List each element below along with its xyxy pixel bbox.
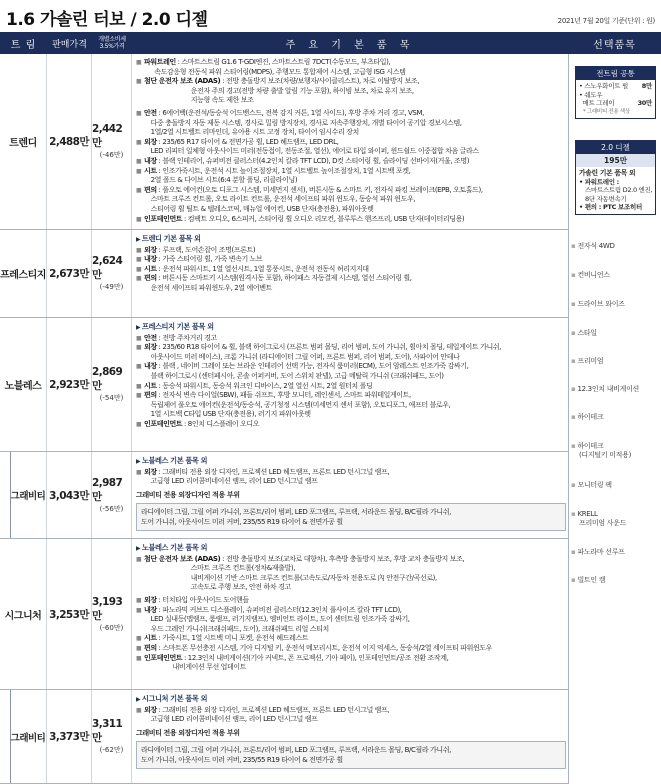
option-item: ▪ 드라이브 와이즈 bbox=[571, 300, 659, 309]
feature-item: ■ 내장 : 파노라믹 커브드 디스플레이, 슈퍼비전 클러스터(12.3인치 풀사이즈 칼라 TFT LCD), bbox=[136, 606, 566, 616]
color-note: * 그래비티 전용 색상 bbox=[583, 108, 630, 115]
trim-price: 2,673만 bbox=[47, 230, 92, 317]
feature-item: ■ 내장 : 블랙 인테리어, 슈퍼비전 클러스터(4.2인치 칼라 TFT LCD), D컷 스티어링 휠, 슬라이딩 선바이저(거울, 조명) bbox=[136, 157, 566, 167]
option-item: ▪ 모니터링 팩 bbox=[571, 481, 659, 490]
exterior-design-line: 도어 가니쉬, 아웃사이드 미러 커버, 235/55 R19 타이어 & 전면가공 휠 bbox=[141, 756, 343, 765]
trim-name: 프레스티지 bbox=[0, 230, 47, 317]
trim-features bbox=[136, 322, 566, 430]
feature-continuation: 독립제어 풀오토 에어컨(운전석/동승석, 공기청정 시스템(미세먼지 센서 포함), 오토디포그, 애프터 블로우, bbox=[136, 400, 451, 409]
trim-name: 그래비티 bbox=[10, 690, 47, 783]
trim-row bbox=[0, 230, 568, 318]
diesel-line: 가솔린 기본 품목 외 bbox=[579, 169, 636, 177]
diesel-price: 195만 bbox=[576, 154, 655, 167]
feature-continuation: 스마트 크루즈 컨트롤(정차&재출발), bbox=[136, 564, 296, 573]
trim-features bbox=[136, 543, 566, 673]
feature-continuation: 운전자 주의 경고(전방 차량 출발 알림 기능 포함), 하이빔 보조, 차로 유지 보조, bbox=[136, 86, 414, 95]
header-tax: 개별소비세 3.5%가격 bbox=[98, 36, 126, 50]
trim-row bbox=[0, 318, 568, 452]
diesel-line: • 파워트레인 : bbox=[579, 177, 619, 186]
options-column bbox=[568, 54, 661, 784]
feature-item: ■ 외장 : 235/65 R17 타이어 & 전면가공 휠, LED 헤드램프, LED DRL, bbox=[136, 138, 566, 148]
feature-item: ■ 시트 : 인조가죽시트, 운전석 시트 높이조절장치, 1열 시트벨트 높이조절장치, 1열 시트백 포켓, bbox=[136, 167, 566, 177]
color-option-row: 매트 그레이 30만 bbox=[579, 99, 652, 107]
option-item: ▪ 파노라마 선루프 bbox=[571, 548, 659, 557]
feature-continuation: LED 실내등(맵램프, 룸램프, 러기지램프), 엠비언트 라이트, 도어 센터트림 인조가죽 감싸기, bbox=[136, 615, 410, 624]
feature-continuation: 내비게이션 무선 업데이트 bbox=[136, 663, 247, 672]
feature-continuation: 고속도로 주행 보조, 안전 하차 경고 bbox=[136, 583, 291, 592]
feature-continuation: 운전석 세이프티 파워윈도우, 2열 에어벤트 bbox=[136, 283, 272, 292]
exterior-design-line: 라디에이터 그릴, 그릴 어퍼 가니쉬, 프론트/리어 범퍼, LED 포그램프, 루프랙, 서라운드 몰딩, B/C필라 가니쉬, bbox=[141, 746, 451, 755]
feature-continuation: 지능형 속도 제한 보조 bbox=[136, 96, 254, 105]
option-item: ▪ 스타일 bbox=[571, 329, 659, 338]
feature-continuation: 스티어링 휠 틸트 & 텔레스코픽, 매뉴얼 에어컨, USB 단자(충전용), 파워아웃렛 bbox=[136, 204, 374, 213]
option-item: ▪ KRELL 프리미엄 사운드 bbox=[571, 510, 659, 528]
option-item: ▪ 하이테크 (디지털키 미적용) bbox=[571, 442, 659, 460]
feature-continuation: 2열 폴드 & 다이브 시트(6:4 분할 폴딩, 리클라이닝) bbox=[136, 176, 298, 185]
diesel-box bbox=[575, 140, 656, 215]
feature-item: ■ 외장 : 터치타입 아웃사이드 도어핸들 bbox=[136, 596, 566, 606]
feature-item: ■ 편의 : 스마트폰 무선충전 시스템, 기아 디지털 키, 운전석 메모리시트, 운전석 이지 억세스, 동승석/2열 세이프티 파워윈도우 bbox=[136, 644, 566, 654]
trim-price: 2,923만 bbox=[47, 318, 92, 451]
exterior-design-title: 그래비티 전용 외장디자인 적용 부위 bbox=[136, 728, 240, 737]
diesel-line: 스마트스트림 D2.0 엔진, bbox=[585, 186, 653, 194]
feature-item: ■ 안전 : 6에어백(운전석/동승석 어드밴스드, 전복 감지 커튼, 1열 사이드), 후방 주차 거리 경고, VSM, bbox=[136, 109, 566, 119]
feature-item: ■ 시트 : 운전석 파워시트, 1열 열선시트, 1열 통풍시트, 운전석 전동식 허리지지대 bbox=[136, 265, 566, 275]
option-item: ▪ 12.3인치 내비게이션 bbox=[571, 385, 659, 394]
feature-continuation: 아웃사이드 미러 베이스), 크롬 가니쉬 (라디에이터 그릴 어퍼, 프론트 범퍼, 리어 범퍼, 도어), 사파이어 안테나 bbox=[136, 352, 460, 361]
base-items-heading: ▶ 프레스티지 기본 품목 외 bbox=[136, 322, 566, 333]
page-title: 1.6 가솔린 터보 / 2.0 디젤 bbox=[6, 10, 208, 30]
trim-tax-price: 2,869만 (-54만) bbox=[92, 318, 132, 451]
base-items-heading: ▶ 시그니처 기본 품목 외 bbox=[136, 694, 566, 705]
trim-row bbox=[0, 690, 568, 784]
color-option-row: • 스노우화이트 펄 8만 bbox=[579, 82, 652, 90]
trim-features bbox=[136, 456, 566, 531]
feature-continuation: 스마트 크루즈 컨트롤, 오토 라이트 컨트롤, 운전석 세이프티 파워 윈도우, 동승석 파워 윈도우, bbox=[136, 195, 416, 204]
trim-name: 그래비티 bbox=[10, 452, 47, 538]
base-items-heading: ▶ 노블레스 기본 품목 외 bbox=[136, 543, 566, 554]
trim-name: 트렌디 bbox=[0, 54, 47, 229]
trim-tax-price: 2,624만 (-49만) bbox=[92, 230, 132, 317]
feature-continuation: 1열 시트백 C타입 USB 단자(충전용), 러기지 파워아웃렛 bbox=[136, 410, 311, 419]
feature-continuation: 1열/2열 시트벨트 리마인더, 유아용 시트 고정 장치, 타이어 임시수리 장치 bbox=[136, 128, 359, 137]
trim-tax-price: 3,311만 (-62만) bbox=[92, 690, 132, 783]
exterior-design-title: 그래비티 전용 외장디자인 적용 부위 bbox=[136, 490, 240, 499]
feature-item: ■ 외장 : 235/60 R18 타이어 & 휠, 블랙 하이그로시 (프론트 범퍼 몰딩, 리어 범퍼, 도어 가니쉬, 휠아치 몰딩, 테일게이트 가니쉬, bbox=[136, 343, 566, 353]
diesel-line: 8단 자동변속기 bbox=[585, 194, 627, 203]
exterior-design-box bbox=[136, 503, 566, 531]
header-main: 주 요 기 본 품 목 bbox=[285, 39, 415, 51]
common-color-head: 전트림 공통 bbox=[576, 67, 655, 80]
trim-price: 3,373만 bbox=[47, 690, 92, 783]
feature-continuation: 속도감응형 전동식 파워 스티어링(MDPS), 주행모드 통합제어 시스템, 고급형 ISG 시스템 bbox=[136, 67, 406, 76]
feature-item: ■ 시트 : 가죽시트, 1열 시트백 미니 포켓, 운전석 헤드레스트 bbox=[136, 634, 566, 644]
trim-features bbox=[136, 234, 566, 294]
common-color-box bbox=[575, 66, 656, 119]
exterior-design-line: 라디에이터 그릴, 그릴 어퍼 가니쉬, 프론트/리어 범퍼, LED 포그램프, 루프랙, 서라운드 몰딩, B/C필라 가니쉬, bbox=[141, 508, 451, 517]
color-option-row: • 쉐도우 bbox=[579, 90, 603, 99]
feature-continuation: 우드 그레인 가니쉬(크래쉬패드, 도어), 크래쉬패드 리얼 스티치 bbox=[136, 624, 329, 633]
feature-item: ■ 외장 : 루프랙, 도어손잡이 조명(프론트) bbox=[136, 246, 566, 256]
feature-item: ■ 인포테인먼트 : 12.3인치 내비게이션(기아 커넥트, 폰 프로젝션, 기아 페이), 인포테인먼트/공조 전환 조작계, bbox=[136, 654, 566, 664]
header-trim: 트 림 bbox=[10, 39, 37, 51]
feature-continuation: 고급형 LED 리어콤비네이션 램프, 리어 LED 턴시그널 램프 bbox=[136, 715, 318, 724]
diesel-line: • 편의 : PTC 보조히터 bbox=[579, 203, 642, 211]
base-items-heading: ▶ 노블레스 기본 품목 외 bbox=[136, 456, 566, 467]
trim-price: 3,253만 bbox=[47, 539, 92, 689]
feature-item: ■ 내장 : 가죽 스티어링 휠, 가죽 변속기 노브 bbox=[136, 255, 566, 265]
feature-item: ■ 내장 : 블랙 , 네이비 그레이 또는 브라운 인테리어 선택 가능, 전자식 룸미러(ECM), 도어 암레스트 인조가죽 감싸기, bbox=[136, 362, 566, 372]
header-options: 선택품목 bbox=[593, 39, 636, 51]
trim-row bbox=[0, 452, 568, 539]
date-note: 2021년 7월 20일 기준(단위 : 원) bbox=[557, 17, 655, 25]
title-bar bbox=[0, 0, 661, 34]
feature-item: ■ 외장 : 그래비티 전용 외장 디자인, 프로젝션 LED 헤드램프, 프론트 LED 턴시그널 램프, bbox=[136, 468, 566, 478]
feature-item: ■ 인포테인먼트 : 8인치 디스플레이 오디오 bbox=[136, 420, 566, 430]
header-price: 판매가격 bbox=[52, 39, 87, 50]
feature-item: ■ 인포테인먼트 : 컴팩트 오디오, 6스피커, 스티어링 휠 오디오 리모컨, 블루투스 핸즈프리, USB 단자(데이터리딩용) bbox=[136, 215, 566, 225]
trim-row bbox=[0, 539, 568, 690]
base-items-heading: ▶ 트렌디 기본 품목 외 bbox=[136, 234, 566, 245]
trim-features bbox=[136, 694, 566, 769]
trim-name: 노블레스 bbox=[0, 318, 47, 451]
trim-features bbox=[136, 58, 566, 224]
option-item: ▪ 프리미엄 bbox=[571, 357, 659, 366]
feature-continuation: 내비게이션 기반 스마트 크루즈 컨트롤(고속도로/자동차 전용도로 內 안전구간/곡선로), bbox=[136, 573, 437, 582]
trim-tax-price: 3,193만 (-60만) bbox=[92, 539, 132, 689]
trim-price: 2,488만 bbox=[47, 54, 92, 229]
feature-item: ■ 편의 : 버튼시동 스마트키 시스템(원격시동 포함), 하이패스 자동결제 시스템, 열선 스티어링 휠, bbox=[136, 274, 566, 284]
feature-continuation: LED 리피터 일체형 아웃사이드 미러(전동접이, 전동조절, 열선), 에어로 타입 와이퍼, 윈드쉴드 이중접합 차음 글라스 bbox=[136, 147, 479, 156]
exterior-design-line: 도어 가니쉬, 아웃사이드 미러 커버, 235/55 R19 타이어 & 전면가공 휠 bbox=[141, 518, 343, 527]
diesel-body bbox=[576, 167, 655, 214]
trim-name: 시그니처 bbox=[0, 539, 47, 689]
feature-continuation: 고급형 LED 리어콤비네이션 램프, 리어 LED 턴시그널 램프 bbox=[136, 477, 318, 486]
feature-item: ■ 편의 : 전자식 변속 다이얼(SBW), 패들 쉬프트, 후방 모니터, 레인센서, 스마트 파워테일게이트, bbox=[136, 391, 566, 401]
feature-item: ■ 외장 : 그래비티 전용 외장 디자인, 프로젝션 LED 헤드램프, 프론트 LED 턴시그널 램프, bbox=[136, 706, 566, 716]
feature-item: ■ 안전 : 전방 주차거리 경고 bbox=[136, 334, 566, 344]
option-item: ▪ 컨비니언스 bbox=[571, 271, 659, 280]
trim-tax-price: 2,987만 (-56만) bbox=[92, 452, 132, 538]
feature-item: ■ 편의 : 풀오토 에어컨(오토 디포그 시스템, 미세먼지 센서), 버튼시동 & 스마트 키, 전자식 파킹 브레이크(EPB, 오토홀드), bbox=[136, 186, 566, 196]
option-item: ▪ 하이테크 bbox=[571, 413, 659, 422]
feature-item: ■ 파워트레인 : 스마트스트림 G1.6 T-GDI엔진, 스마트스트림 7DCT(수동모드, 부츠타입), bbox=[136, 58, 566, 68]
option-item: ▪ 빌트인 캠 bbox=[571, 576, 659, 585]
diesel-head: 2.0 디젤 bbox=[576, 141, 655, 154]
feature-item: ■ 시트 : 동승석 파워시트, 동승석 워크인 디바이스, 2열 열선 시트, 2열 원터치 폴딩 bbox=[136, 382, 566, 392]
trim-tax-price: 2,442만 (-46만) bbox=[92, 54, 132, 229]
common-color-body bbox=[576, 80, 655, 118]
feature-continuation: 다중 충돌방지 자동 제동 시스템, 경사로 밀림 방지장치, 경사로 저속주행장치, 개별 타이어 공기압 경보시스템, bbox=[136, 118, 462, 127]
feature-item: ■ 첨단 운전자 보조 (ADAS) : 전방 충돌방지 보조(교차로 대향차), 후측방 충돌방지 보조, 후방 교차 충돌방지 보조, bbox=[136, 555, 566, 565]
exterior-design-box bbox=[136, 741, 566, 769]
trim-price: 3,043만 bbox=[47, 452, 92, 538]
table-header bbox=[0, 32, 661, 54]
option-item: ▪ 전자식 4WD bbox=[571, 242, 659, 251]
trim-row bbox=[0, 54, 568, 230]
feature-continuation: 블랙 하이그로시 (센터페시아, 콘솔 어퍼커버, 도어 스위치 판넬), 고급 메탈릭 가니쉬 (크래쉬패드, 도어) bbox=[136, 371, 444, 380]
feature-item: ■ 첨단 운전자 보조 (ADAS) : 전방 충돌방지 보조(차량/보행자/사이클리스트), 차로 이탈방지 보조, bbox=[136, 77, 566, 87]
